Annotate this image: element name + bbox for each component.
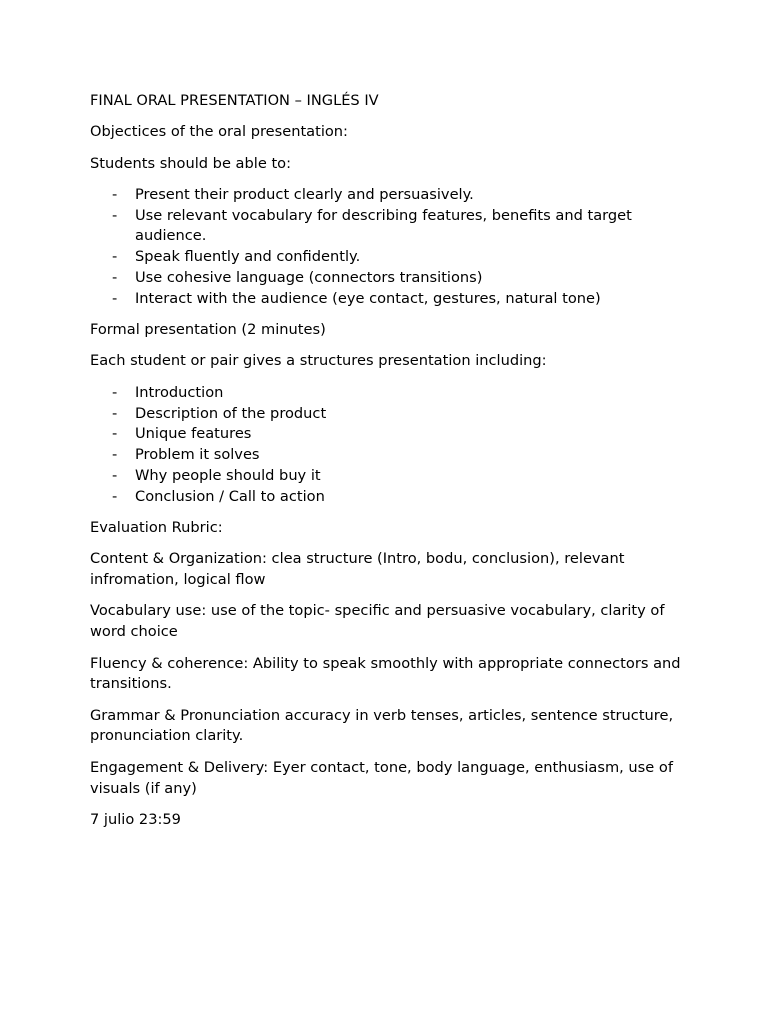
rubric-heading: Evaluation Rubric: bbox=[90, 519, 223, 537]
objectives-heading: Objectices of the oral presentation: bbox=[90, 123, 348, 141]
list-item-text: Interact with the audience (eye contact, gestures, natural tone) bbox=[135, 289, 601, 307]
document-page bbox=[90, 91, 690, 841]
rubric-engagement-delivery: Engagement & Delivery: Eyer contact, tone, body language, enthusiasm, use of visuals (if any) bbox=[90, 758, 673, 797]
list-item-text: Use cohesive language (connectors transitions) bbox=[135, 269, 483, 287]
rubric-vocabulary-use: Vocabulary use: use of the topic- specific and persuasive vocabulary, clarity of word choice bbox=[90, 602, 665, 641]
deadline: 7 julio 23:59 bbox=[90, 810, 181, 828]
list-item bbox=[90, 289, 690, 310]
list-item-text: Use relevant vocabulary for describing features, benefits and target audience. bbox=[135, 206, 632, 245]
structure-list bbox=[90, 383, 690, 508]
bullet-dash: - bbox=[112, 446, 118, 464]
list-item bbox=[90, 247, 690, 268]
bullet-dash: - bbox=[112, 383, 118, 401]
rubric-fluency-coherence: Fluency & coherence: Ability to speak smoothly with appropriate connectors and transitions. bbox=[90, 654, 681, 693]
document-title: FINAL ORAL PRESENTATION – INGLÉS IV bbox=[90, 92, 379, 109]
list-item-text: Unique features bbox=[135, 425, 252, 443]
list-item bbox=[90, 445, 690, 466]
list-item bbox=[90, 487, 690, 508]
objectives-list bbox=[90, 185, 690, 310]
students-intro: Students should be able to: bbox=[90, 154, 292, 172]
list-item-text: Description of the product bbox=[135, 404, 327, 422]
list-item bbox=[90, 268, 690, 289]
list-item bbox=[90, 206, 690, 248]
list-item-text: Present their product clearly and persuasively. bbox=[135, 185, 474, 203]
bullet-dash: - bbox=[112, 466, 118, 484]
bullet-dash: - bbox=[112, 206, 118, 224]
list-item bbox=[90, 424, 690, 445]
list-item-text: Problem it solves bbox=[135, 446, 260, 464]
bullet-dash: - bbox=[112, 289, 118, 307]
list-item bbox=[90, 185, 690, 206]
list-item bbox=[90, 404, 690, 425]
formal-presentation-heading: Formal presentation (2 minutes) bbox=[90, 321, 326, 339]
bullet-dash: - bbox=[112, 269, 118, 287]
list-item bbox=[90, 383, 690, 404]
bullet-dash: - bbox=[112, 487, 118, 505]
list-item-text: Speak fluently and confidently. bbox=[135, 248, 361, 266]
list-item-text: Why people should buy it bbox=[135, 466, 321, 484]
list-item-text: Introduction bbox=[135, 383, 224, 401]
bullet-dash: - bbox=[112, 248, 118, 266]
structure-intro: Each student or pair gives a structures presentation including: bbox=[90, 352, 547, 370]
bullet-dash: - bbox=[112, 404, 118, 422]
rubric-content-organization: Content & Organization: clea structure (Intro, bodu, conclusion), relevant infromation, logical flow bbox=[90, 550, 625, 589]
bullet-dash: - bbox=[112, 425, 118, 443]
rubric-grammar-pronunciation: Grammar & Pronunciation accuracy in verb tenses, articles, sentence structure, pronunciation clarity. bbox=[90, 706, 674, 745]
list-item bbox=[90, 466, 690, 487]
bullet-dash: - bbox=[112, 185, 118, 203]
list-item-text: Conclusion / Call to action bbox=[135, 487, 325, 505]
